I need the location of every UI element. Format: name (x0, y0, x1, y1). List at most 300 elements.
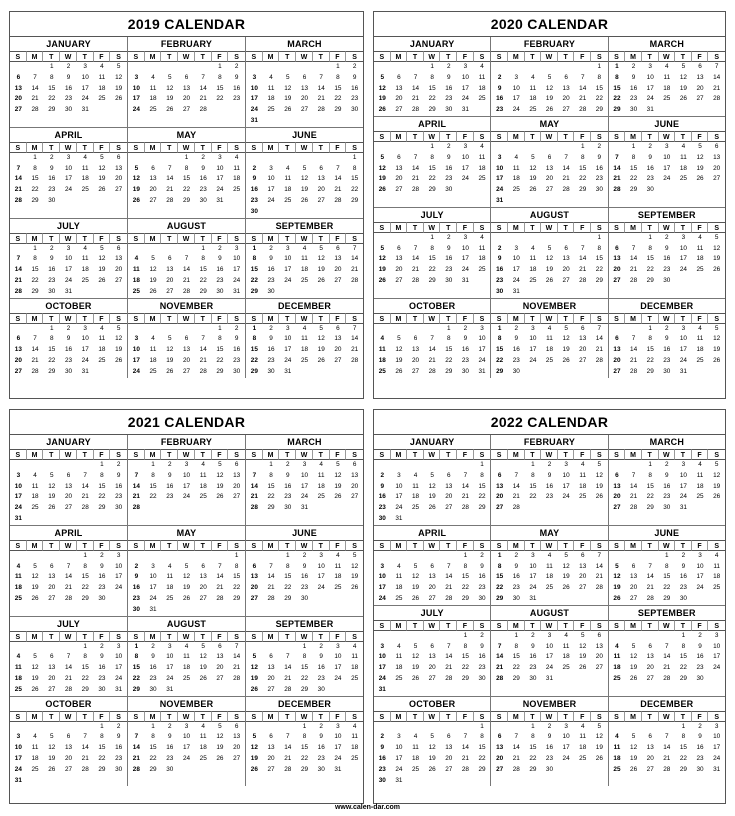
empty-cell (330, 685, 347, 696)
day-cell: 18 (663, 84, 671, 92)
day-grid (491, 620, 607, 685)
day-cell: 7 (319, 73, 323, 81)
day-cell: 12 (317, 255, 325, 263)
day-cell: 13 (14, 346, 22, 354)
day-cell: 29 (595, 276, 603, 284)
day-cell: 6 (16, 73, 21, 81)
day-cell: 7 (33, 335, 37, 343)
day-cell: 3 (83, 63, 87, 70)
day-cell: 3 (547, 631, 552, 639)
empty-cell (60, 722, 77, 733)
month-name: SEPTEMBER (637, 607, 696, 618)
weekday-header: S (128, 313, 145, 324)
day-cell: 17 (679, 346, 687, 354)
weekday-header: W (178, 540, 195, 551)
day-cell: 28 (81, 504, 89, 512)
day-cell: 7 (201, 73, 205, 81)
empty-cell (246, 722, 263, 733)
day-cell: 27 (613, 276, 621, 284)
weekday-header: T (558, 540, 575, 551)
empty-cell (558, 287, 575, 298)
empty-cell (407, 62, 424, 73)
weekday-header: W (659, 313, 676, 324)
day-cell: 30 (267, 367, 275, 375)
day-cell: 16 (445, 255, 453, 263)
day-cell: 20 (613, 356, 621, 364)
day-cell: 18 (233, 175, 241, 183)
day-cell: 5 (681, 63, 686, 70)
day-cell: 5 (151, 255, 155, 263)
day-cell: 28 (233, 674, 241, 682)
empty-cell (692, 276, 709, 287)
weekday-header: W (296, 142, 313, 153)
day-cell: 26 (579, 664, 587, 672)
day-cell: 16 (300, 573, 309, 581)
day-cell: 30 (132, 605, 140, 613)
day-cell: 3 (714, 631, 719, 639)
day-cell: 19 (115, 346, 123, 354)
empty-cell (145, 503, 162, 514)
weekday-header: F (330, 51, 347, 62)
day-cell: 13 (233, 733, 241, 741)
day-cell: 9 (269, 335, 273, 343)
empty-cell (228, 105, 245, 116)
day-cell: 22 (81, 674, 89, 682)
weekday-header: M (145, 540, 162, 551)
day-cell: 21 (81, 493, 89, 501)
day-cell: 27 (182, 367, 191, 375)
day-cell: 12 (351, 562, 359, 570)
weekday-header: T (440, 620, 457, 631)
day-grid (374, 51, 490, 116)
empty-cell (43, 642, 60, 653)
day-cell: 3 (480, 324, 484, 332)
day-cell: 16 (696, 653, 704, 661)
day-cell: 14 (663, 653, 671, 661)
empty-cell (675, 105, 692, 116)
weekday-header: T (43, 540, 60, 551)
day-cell: 6 (397, 73, 401, 81)
day-grid (246, 51, 363, 127)
day-cell: 21 (562, 175, 570, 183)
day-cell: 23 (545, 754, 554, 762)
day-cell: 15 (529, 482, 537, 490)
day-cell: 2 (269, 244, 273, 252)
day-cell: 9 (100, 562, 104, 570)
day-grid (491, 711, 607, 776)
day-cell: 4 (580, 722, 585, 730)
day-cell: 3 (218, 153, 222, 161)
day-cell: 22 (81, 584, 89, 592)
day-cell: 16 (267, 346, 275, 354)
day-cell: 21 (334, 186, 342, 194)
day-cell: 13 (562, 84, 570, 92)
day-cell: 22 (284, 584, 292, 592)
day-cell: 10 (334, 733, 342, 741)
day-cell: 16 (545, 482, 554, 490)
empty-cell (692, 594, 709, 605)
day-cell: 7 (184, 255, 189, 263)
day-cell: 19 (630, 664, 638, 672)
day-cell: 19 (216, 744, 224, 752)
weekday-header: T (675, 313, 692, 324)
day-cell: 9 (597, 153, 602, 161)
day-cell: 16 (663, 255, 671, 263)
day-cell: 6 (430, 562, 434, 570)
weekday-header: M (145, 313, 162, 324)
day-cell: 2 (134, 562, 139, 570)
day-cell: 14 (81, 482, 89, 490)
day-cell: 1 (497, 551, 502, 559)
day-cell: 2 (50, 153, 54, 161)
day-cell: 2 (665, 324, 669, 332)
weekday-header: M (625, 620, 642, 631)
weekday-header: M (145, 233, 162, 244)
day-cell: 13 (428, 653, 436, 661)
empty-cell (313, 367, 330, 378)
day-cell: 15 (300, 664, 309, 672)
day-cell: 6 (497, 471, 502, 479)
day-cell: 15 (300, 744, 309, 752)
day-cell: 30 (216, 287, 224, 295)
day-cell: 15 (182, 175, 191, 183)
day-cell: 13 (334, 255, 342, 263)
day-cell: 12 (216, 471, 224, 479)
day-cell: 6 (269, 733, 273, 741)
day-cell: 5 (116, 63, 121, 70)
weekday-header: F (574, 51, 591, 62)
month-february (128, 37, 246, 127)
weekday-header: T (407, 222, 424, 233)
day-cell: 19 (132, 186, 140, 194)
day-cell: 29 (182, 196, 191, 204)
day-cell: 5 (597, 461, 602, 468)
day-cell: 11 (478, 244, 486, 252)
day-cell: 11 (267, 84, 275, 92)
day-cell: 6 (184, 73, 189, 81)
day-cell: 31 (149, 605, 157, 613)
day-cell: 17 (696, 573, 704, 581)
day-cell: 1 (184, 153, 189, 161)
weekday-header: T (43, 711, 60, 722)
day-cell: 5 (100, 153, 104, 161)
day-cell: 31 (216, 196, 224, 204)
day-cell: 19 (300, 186, 309, 194)
day-cell: 8 (430, 73, 434, 81)
day-cell: 6 (547, 153, 552, 161)
day-cell: 1 (463, 551, 468, 559)
day-cell: 22 (445, 356, 453, 364)
day-cell: 3 (514, 244, 519, 252)
empty-cell (508, 196, 525, 207)
day-cell: 25 (351, 754, 359, 762)
empty-cell (708, 594, 725, 605)
empty-cell (296, 207, 313, 218)
day-cell: 4 (234, 153, 239, 161)
day-cell: 25 (478, 95, 486, 103)
day-cell: 3 (336, 642, 340, 650)
day-cell: 11 (334, 562, 342, 570)
day-cell: 8 (201, 255, 205, 263)
day-cell: 6 (234, 461, 239, 468)
day-cell: 14 (630, 255, 638, 263)
weekday-header: S (110, 631, 127, 642)
day-cell: 24 (679, 266, 687, 274)
day-cell: 7 (514, 733, 519, 741)
day-cell: 7 (631, 244, 636, 252)
empty-cell (708, 367, 725, 378)
day-cell: 27 (267, 685, 275, 693)
day-cell: 25 (14, 685, 22, 693)
day-cell: 26 (132, 196, 140, 204)
weekday-header: M (391, 51, 408, 62)
day-cell: 18 (149, 356, 157, 364)
day-cell: 8 (252, 335, 257, 343)
day-cell: 18 (81, 266, 89, 274)
weekday-header: T (313, 233, 330, 244)
day-cell: 13 (115, 164, 123, 172)
day-cell: 3 (116, 551, 121, 559)
day-cell: 22 (149, 493, 157, 501)
day-cell: 19 (595, 744, 603, 752)
empty-cell (27, 642, 44, 653)
weekday-header: T (77, 449, 94, 460)
day-cell: 24 (182, 754, 191, 762)
day-cell: 25 (98, 95, 106, 103)
day-cell: 7 (352, 244, 357, 252)
day-cell: 13 (428, 573, 436, 581)
day-cell: 4 (698, 324, 702, 332)
empty-cell (609, 142, 626, 153)
day-cell: 18 (351, 744, 359, 752)
day-cell: 10 (149, 573, 157, 581)
day-cell: 13 (233, 471, 241, 479)
day-cell: 31 (461, 106, 469, 114)
day-cell: 6 (698, 63, 702, 70)
weekday-header: W (659, 449, 676, 460)
month-name: APRIL (418, 118, 447, 129)
day-cell: 1 (615, 63, 619, 70)
empty-cell (94, 776, 111, 787)
empty-cell (43, 722, 60, 733)
empty-cell (263, 642, 280, 653)
day-cell: 3 (184, 461, 189, 468)
weekday-header: M (263, 631, 280, 642)
weekday-header: S (609, 449, 626, 460)
day-cell: 8 (497, 562, 502, 570)
weekday-header: S (474, 711, 491, 722)
empty-cell (591, 674, 608, 685)
day-cell: 18 (31, 493, 39, 501)
day-cell: 14 (64, 573, 73, 581)
day-cell: 26 (149, 287, 157, 295)
month-october (10, 299, 128, 378)
day-cell: 26 (317, 276, 325, 284)
day-cell: 7 (446, 562, 451, 570)
empty-cell (407, 685, 424, 696)
day-cell: 17 (182, 744, 191, 752)
day-cell: 22 (250, 276, 258, 284)
empty-cell (296, 62, 313, 73)
day-cell: 3 (665, 142, 669, 150)
day-cell: 4 (33, 471, 37, 479)
day-cell: 6 (580, 551, 585, 559)
empty-cell (145, 244, 162, 255)
weekday-header: S (228, 51, 245, 62)
day-cell: 5 (184, 562, 189, 570)
day-cell: 12 (115, 335, 123, 343)
day-cell: 12 (48, 482, 56, 490)
day-cell: 16 (48, 266, 56, 274)
quarter-row (10, 128, 363, 219)
weekday-header: T (558, 131, 575, 142)
day-cell: 11 (378, 346, 386, 354)
day-cell: 19 (284, 95, 292, 103)
day-cell: 30 (696, 674, 704, 682)
day-cell: 23 (378, 504, 386, 512)
day-grid (609, 222, 725, 287)
day-cell: 28 (166, 196, 174, 204)
day-cell: 29 (250, 287, 258, 295)
day-cell: 27 (233, 754, 241, 762)
month-name: SEPTEMBER (637, 209, 696, 220)
day-cell: 5 (319, 324, 323, 332)
weekday-header: M (27, 51, 44, 62)
day-cell: 22 (679, 754, 687, 762)
day-cell: 30 (529, 674, 537, 682)
weekday-header: T (195, 631, 212, 642)
weekday-header: W (60, 449, 77, 460)
day-cell: 26 (351, 584, 359, 592)
day-cell: 27 (646, 765, 654, 773)
weekday-header: T (161, 233, 178, 244)
day-cell: 20 (48, 584, 56, 592)
weekday-header: F (330, 631, 347, 642)
empty-cell (178, 765, 195, 776)
empty-cell (440, 460, 457, 471)
weekday-header: T (440, 51, 457, 62)
day-cell: 26 (378, 276, 386, 284)
day-cell: 19 (317, 266, 325, 274)
day-cell: 2 (218, 244, 222, 252)
weekday-header: S (228, 540, 245, 551)
day-cell: 30 (378, 514, 386, 522)
weekday-header: T (675, 222, 692, 233)
empty-cell (27, 62, 44, 73)
day-cell: 25 (512, 186, 520, 194)
day-cell: 11 (166, 573, 174, 581)
day-cell: 10 (216, 164, 224, 172)
day-cell: 25 (233, 186, 241, 194)
day-cell: 14 (512, 482, 520, 490)
day-cell: 22 (461, 584, 469, 592)
empty-cell (212, 765, 229, 776)
day-cell: 27 (496, 504, 504, 512)
day-cell: 24 (378, 594, 386, 602)
day-cell: 25 (267, 106, 275, 114)
day-cell: 28 (64, 685, 73, 693)
weekday-header: S (10, 449, 27, 460)
day-cell: 26 (115, 356, 123, 364)
day-cell: 15 (31, 266, 39, 274)
day-cell: 1 (151, 722, 155, 730)
day-cell: 27 (216, 674, 224, 682)
day-cell: 30 (317, 765, 325, 773)
empty-cell (424, 324, 441, 335)
day-cell: 9 (286, 471, 290, 479)
weekday-header: S (491, 222, 508, 233)
day-cell: 15 (428, 84, 436, 92)
weekday-header: F (457, 711, 474, 722)
weekday-header: F (212, 313, 229, 324)
day-cell: 1 (665, 551, 669, 559)
empty-cell (491, 631, 508, 642)
day-cell: 9 (463, 335, 468, 343)
day-cell: 1 (648, 233, 652, 241)
day-cell: 18 (317, 482, 325, 490)
day-cell: 25 (81, 186, 89, 194)
weekday-header: S (110, 233, 127, 244)
day-cell: 28 (216, 594, 224, 602)
day-cell: 3 (564, 722, 568, 730)
day-cell: 27 (545, 186, 554, 194)
day-cell: 26 (411, 594, 420, 602)
day-cell: 3 (714, 722, 719, 730)
weekday-header: S (128, 631, 145, 642)
day-cell: 22 (529, 754, 537, 762)
month-name: JANUARY (409, 437, 455, 447)
day-cell: 16 (166, 482, 174, 490)
day-cell: 9 (319, 733, 323, 741)
empty-cell (391, 62, 408, 73)
day-cell: 28 (14, 287, 22, 295)
day-cell: 29 (496, 594, 504, 602)
day-cell: 18 (545, 573, 554, 581)
day-cell: 6 (218, 642, 222, 650)
empty-cell (625, 460, 642, 471)
day-cell: 29 (663, 594, 671, 602)
weekday-header: T (279, 51, 296, 62)
empty-cell (43, 776, 60, 787)
weekday-header: F (212, 449, 229, 460)
weekday-header: S (491, 131, 508, 142)
day-cell: 7 (201, 335, 205, 343)
day-cell: 18 (98, 84, 106, 92)
day-cell: 20 (182, 95, 191, 103)
day-cell: 12 (428, 744, 436, 752)
day-cell: 4 (302, 324, 307, 332)
empty-cell (407, 324, 424, 335)
weekday-header: F (212, 711, 229, 722)
day-cell: 12 (132, 175, 140, 183)
day-cell: 29 (149, 765, 157, 773)
empty-cell (659, 631, 676, 642)
day-cell: 20 (595, 653, 603, 661)
empty-cell (609, 551, 626, 562)
day-cell: 8 (580, 153, 585, 161)
day-cell: 28 (461, 765, 469, 773)
weekday-header: S (110, 449, 127, 460)
day-cell: 1 (480, 722, 484, 730)
day-cell: 4 (352, 642, 357, 650)
month-may (128, 128, 246, 218)
empty-cell (525, 287, 542, 298)
day-cell: 30 (267, 287, 275, 295)
day-cell: 18 (199, 744, 207, 752)
day-cell: 31 (395, 776, 403, 784)
empty-cell (541, 62, 558, 73)
day-cell: 18 (478, 255, 486, 263)
